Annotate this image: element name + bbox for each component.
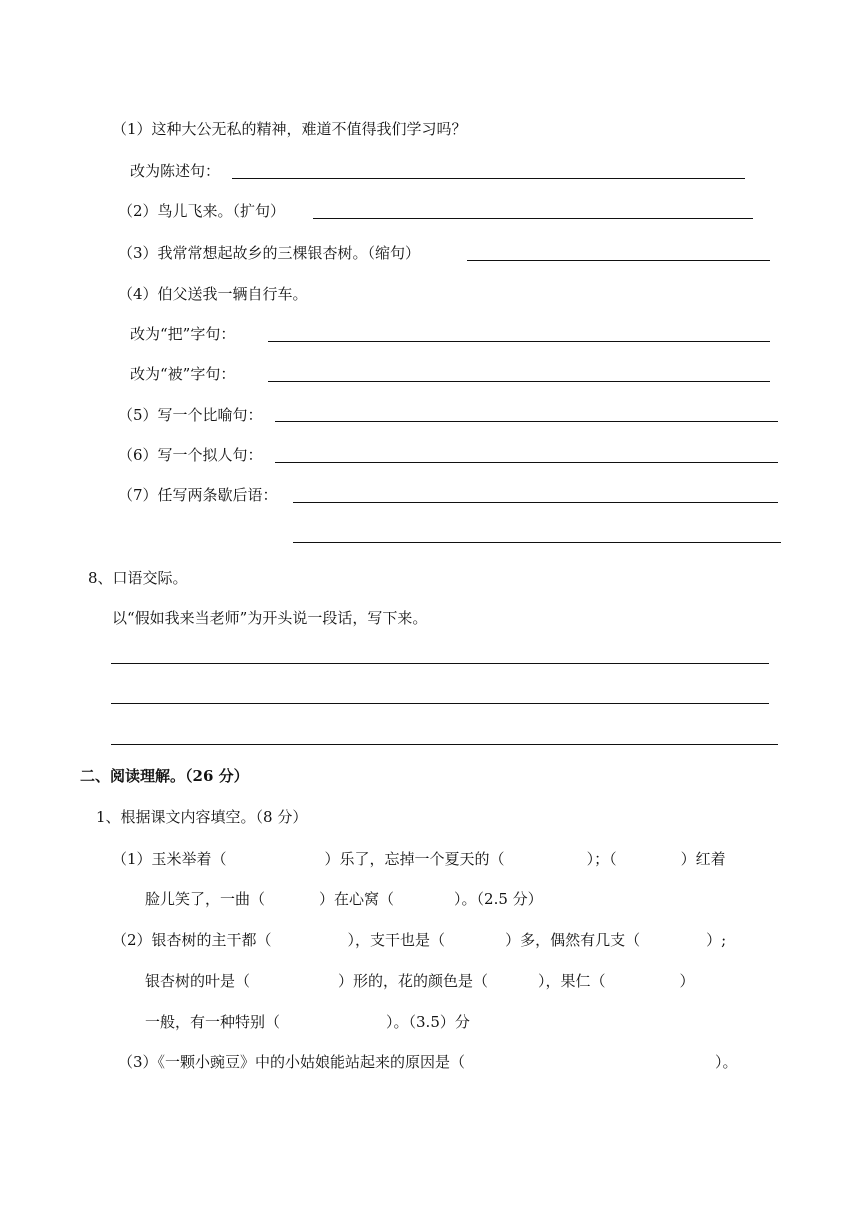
answer-line-7b[interactable] (293, 542, 781, 543)
fill-line-1 (112, 848, 726, 870)
section-2-q1-heading: 1、根据课文内容填空。（8 分） (96, 808, 308, 826)
answer-line-5[interactable] (275, 421, 778, 422)
item-4-bei-label: 改为“被”字句： (130, 365, 236, 383)
item-7-text: （7）任写两条歇后语： (118, 486, 278, 504)
item-4-text: （4）伯父送我一辆自行车。 (118, 285, 308, 303)
fill-text: ）；（ (586, 850, 617, 868)
fill-text: （1）玉米举着（ (112, 850, 227, 868)
fill-line-4 (145, 970, 695, 992)
fill-line-6 (118, 1051, 738, 1073)
item-6-text: （6）写一个拟人句： (118, 446, 263, 464)
item-1-text: （1）这种大公无私的精神，难道不值得我们学习吗？ (112, 120, 467, 138)
fill-text: ），果仁（ (538, 972, 606, 990)
fill-text: ）红着 (680, 850, 726, 868)
fill-text: （2）银杏树的主干都（ (112, 931, 272, 949)
fill-text: ）在心窝（ (319, 890, 395, 908)
fill-text: ）。（3.5）分 (386, 1013, 470, 1031)
fill-text: ）形的，花的颜色是（ (338, 972, 489, 990)
answer-line-3[interactable] (467, 260, 770, 261)
oral-answer-line-2[interactable] (111, 703, 769, 704)
item-1-sub-label: 改为陈述句： (130, 162, 221, 180)
oral-answer-line-1[interactable] (111, 663, 769, 664)
answer-line-4-bei[interactable] (268, 381, 770, 382)
item-3-text: （3）我常常想起故乡的三棵银杏树。（缩句） (118, 244, 421, 262)
fill-text: ）多，偶然有几支（ (505, 931, 641, 949)
fill-text: ）。（2.5 分） (454, 890, 543, 908)
answer-line-7a[interactable] (293, 502, 778, 503)
fill-text: ）乐了，忘掉一个夏天的（ (324, 850, 505, 868)
fill-text: ）; (706, 931, 727, 949)
oral-heading: 8、口语交际。 (88, 569, 188, 587)
fill-text: 银杏树的叶是（ (145, 972, 251, 990)
item-5-text: （5）写一个比喻句： (118, 406, 263, 424)
item-4-ba-label: 改为“把”字句： (130, 325, 236, 343)
fill-text: ）。 (715, 1053, 738, 1071)
fill-line-3 (112, 929, 726, 951)
fill-text: 脸儿笑了，一曲（ (145, 890, 266, 908)
answer-line-6[interactable] (275, 462, 778, 463)
fill-text: ） (679, 972, 695, 990)
item-2-text: （2）鸟儿飞来。（扩句） (118, 202, 286, 220)
answer-line-2[interactable] (313, 218, 753, 219)
fill-line-5 (145, 1011, 470, 1033)
fill-text: ），支干也是（ (347, 931, 446, 949)
section-2-heading: 二、阅读理解。（26 分） (80, 767, 249, 785)
answer-line-4-ba[interactable] (268, 341, 770, 342)
answer-line-1[interactable] (232, 178, 745, 179)
fill-text: （3）《一颗小豌豆》中的小姑娘能站起来的原因是（ (118, 1053, 466, 1071)
fill-text: 一般，有一种特别（ (145, 1013, 281, 1031)
oral-prompt: 以“假如我来当老师”为开头说一段话，写下来。 (112, 609, 428, 627)
oral-answer-line-3[interactable] (111, 744, 778, 745)
fill-line-2 (145, 888, 543, 910)
